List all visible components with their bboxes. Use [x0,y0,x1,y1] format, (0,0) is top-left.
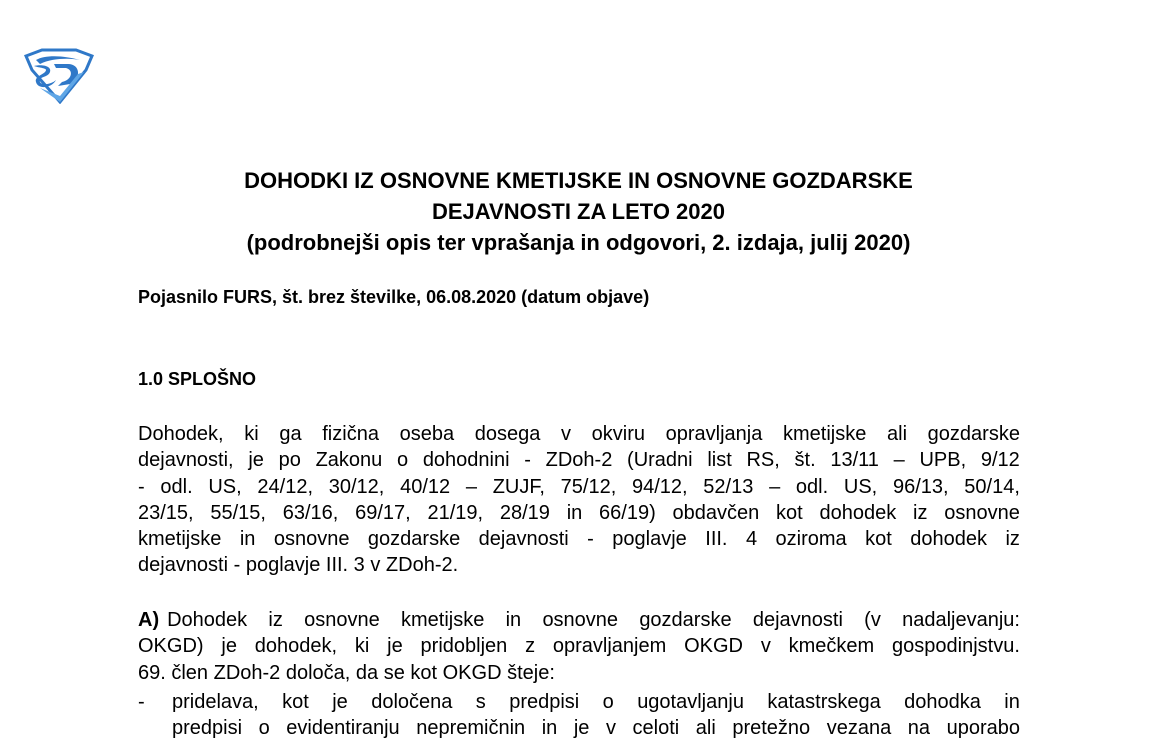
title-line-3: (podrobnejši opis ter vprašanja in odgovori, 2. izdaja, julij 2020) [246,230,911,255]
paragraph-line: A) Dohodek iz osnovne kmetijske in osnovne gozdarske dejavnosti (v nadaljevanju: [138,607,1020,633]
section-heading: 1.0 SPLOŠNO [138,369,257,389]
document-subtitle: Pojasnilo FURS, št. brez številke, 06.08.2020 (datum objave) [138,287,650,307]
paragraph-line: kmetijske in osnovne gozdarske dejavnosti - poglavje III. 4 oziroma kot dohodek iz [138,528,1020,551]
organization-logo [22,48,96,104]
bullet-marker: - [138,691,145,713]
paragraph-line: predpisi o evidentiranju nepremičnin in je v celoti ali pretežno vezana na uporabo [172,717,1020,740]
paragraph-marker: A) [138,609,160,631]
title-line-1: DOHODKI IZ OSNOVNE KMETIJSKE IN OSNOVNE GOZDARSKE [244,168,913,193]
paragraph-line: Dohodek, ki ga fizična oseba dosega v okviru opravljanja kmetijske ali gozdarske [138,423,1020,445]
bullet-text [172,689,1020,742]
document-title [0,165,1157,258]
paragraph-line: dejavnosti - poglavje III. 3 v ZDoh-2. [138,554,459,577]
title-line-2: DEJAVNOSTI ZA LETO 2020 [431,199,725,224]
paragraph-line: OKGD) je dohodek, ki je pridobljen z opravljanjem OKGD v kmečkem gospodinjstvu. [138,635,1020,658]
paragraph-line: - odl. US, 24/12, 30/12, 40/12 – ZUJF, 75/12, 94/12, 52/13 – odl. US, 96/13, 50/14, [138,475,1020,498]
paragraph-line: pridelava, kot je določena s predpisi o ugotavljanju katastrskega dohodka in [172,691,1020,713]
paragraph-general [138,421,1020,579]
paragraph-line: 69. člen ZDoh-2 določa, da se kot OKGD šteje: [138,661,555,684]
paragraph-a [138,607,1020,686]
paragraph-line: 23/15, 55/15, 63/16, 69/17, 21/19, 28/19 in 66/19) obdavčen kot dohodek iz osnovne [138,501,1020,524]
paragraph-line: dejavnosti, je po Zakonu o dohodnini - ZDoh-2 (Uradni list RS, št. 13/11 – UPB, 9/12 [138,449,1020,472]
